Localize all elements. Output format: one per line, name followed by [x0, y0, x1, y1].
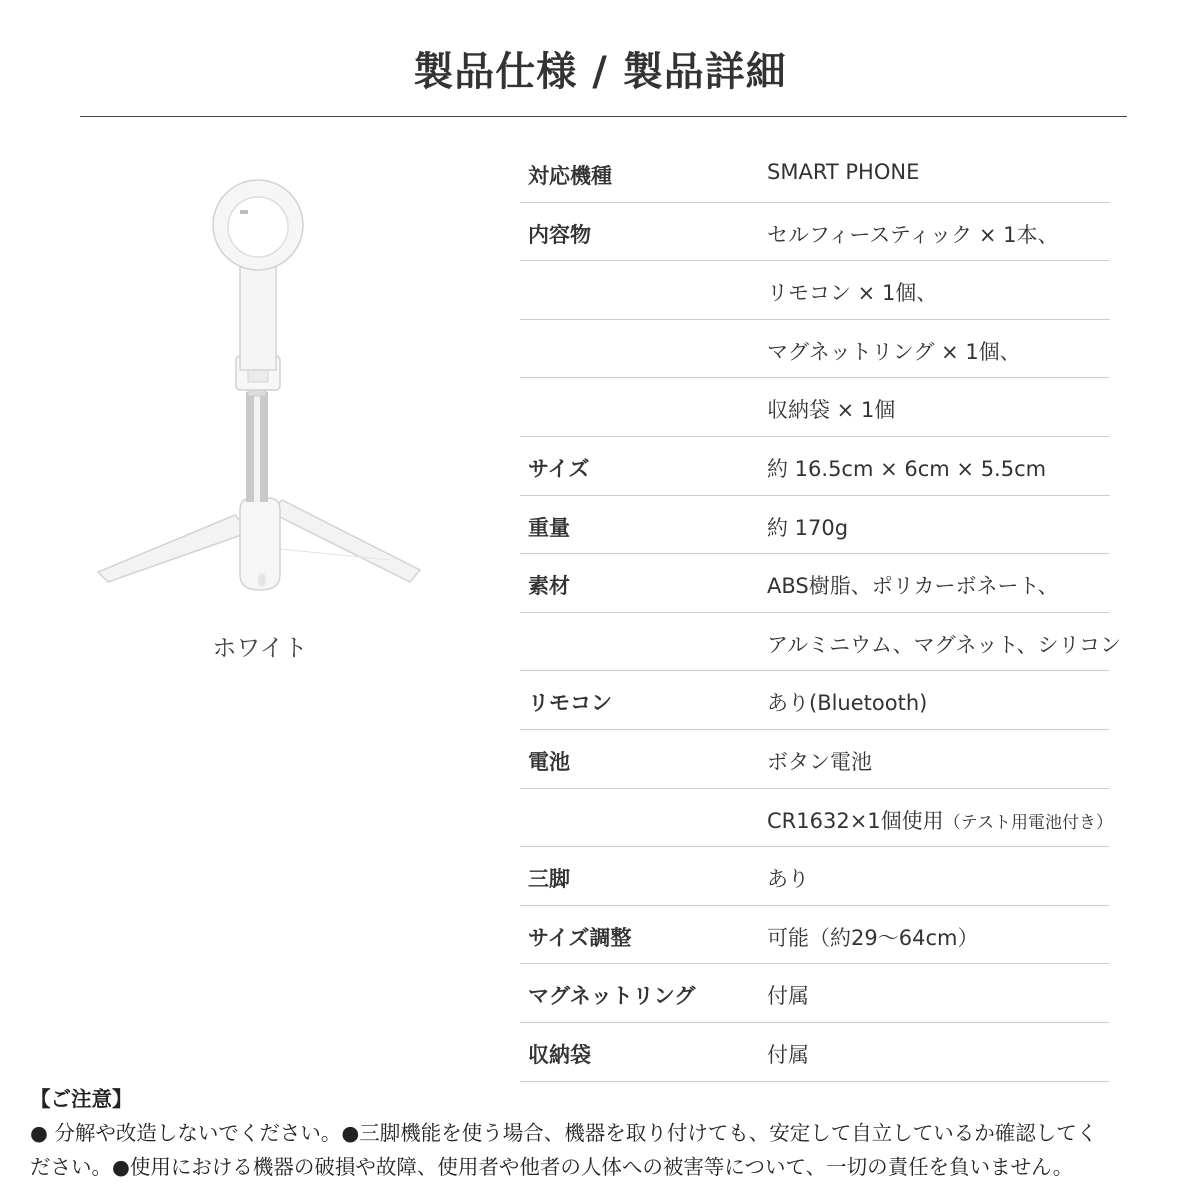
caution-line: ださい。●使用における機器の破損や故障、使用者や他者の人体への被害等について、一切の責任を負いません。	[30, 1155, 1074, 1179]
spec-value: あり	[767, 867, 809, 892]
spec-value-note: （テスト用電池付き）	[943, 812, 1113, 833]
spec-value: マグネットリング × 1個、	[767, 339, 1021, 364]
tripod-leg-right	[270, 500, 420, 582]
spec-row-size-adjust	[520, 906, 1110, 965]
caution-line: ● 分解や改造しないでください。●三脚機能を使う場合、機器を取り付けても、安定して自立しているか確認してく	[30, 1121, 1098, 1145]
spec-label: 電池	[528, 749, 570, 774]
spec-row-compatible	[520, 144, 1110, 203]
spec-row-contents	[520, 203, 1110, 262]
spec-value: あり(Bluetooth)	[767, 691, 928, 716]
product-image-selfie-stick	[90, 160, 430, 600]
spec-value: ABS樹脂、ポリカーボネート、	[767, 574, 1059, 599]
spec-value: 約 16.5cm × 6cm × 5.5cm	[767, 456, 1047, 481]
spec-value: セルフィースティック × 1本、	[767, 222, 1059, 247]
spec-value	[767, 805, 1113, 835]
spec-value: 約 170g	[767, 515, 849, 540]
spec-label: サイズ	[528, 456, 590, 481]
spec-label: 三脚	[528, 867, 570, 892]
spec-label: 素材	[528, 574, 570, 599]
spec-label: 収納袋	[528, 1042, 591, 1067]
spec-value: 付属	[767, 1042, 809, 1067]
spec-row-magnet-ring	[520, 964, 1110, 1023]
spec-row-battery-2	[520, 789, 1113, 848]
spec-label: 重量	[528, 515, 570, 540]
spec-label: マグネットリング	[528, 984, 696, 1009]
caution-notes	[30, 1082, 1180, 1184]
spec-label: 対応機種	[528, 164, 612, 188]
product-color-caption: ホワイト	[212, 634, 308, 662]
spec-value: 可能（約29〜64cm）	[767, 925, 979, 950]
spec-row-size	[520, 437, 1110, 496]
spec-table	[520, 144, 1122, 1082]
spec-row-contents-3	[520, 320, 1110, 379]
caution-title: 【ご注意】	[30, 1087, 133, 1111]
spec-value: リモコン × 1個、	[767, 281, 938, 306]
tripod-leg-left	[98, 515, 250, 582]
spec-row-contents-2	[520, 261, 1110, 320]
spec-row-contents-4	[520, 378, 1110, 437]
spec-value-main: CR1632×1個使用	[767, 808, 944, 833]
spec-row-battery	[520, 730, 1110, 789]
spec-row-weight	[520, 496, 1110, 555]
spec-row-material-2	[520, 613, 1122, 672]
spec-value: 付属	[767, 984, 809, 1009]
spec-value: アルミニウム、マグネット、シリコン	[767, 632, 1122, 657]
spec-row-remote	[520, 671, 1110, 730]
spec-label: サイズ調整	[528, 925, 632, 950]
spec-row-pouch	[520, 1023, 1110, 1082]
spec-label: 内容物	[528, 222, 591, 247]
spec-value: 収納袋 × 1個	[767, 398, 896, 423]
spec-value: SMART PHONE	[767, 160, 920, 184]
spec-row-material	[520, 554, 1110, 613]
spec-value: ボタン電池	[767, 749, 872, 774]
spec-row-tripod	[520, 847, 1110, 906]
spec-label: リモコン	[528, 691, 612, 716]
page-title: 製品仕様 / 製品詳細	[413, 49, 787, 95]
title-divider	[80, 116, 1127, 117]
